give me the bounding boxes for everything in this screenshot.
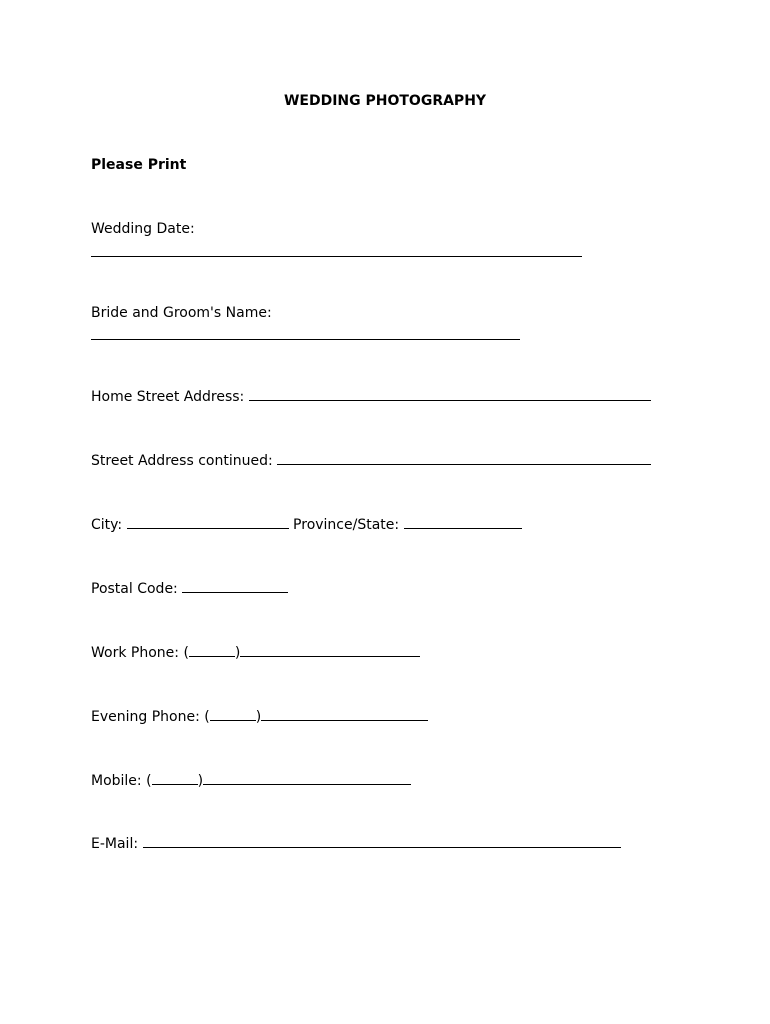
city-label: City:: [91, 517, 123, 533]
postal-code-blank[interactable]: [182, 578, 288, 593]
evening-phone-row: [91, 706, 428, 726]
mobile-paren-open: (: [146, 773, 152, 789]
address-continued-label: Street Address continued:: [91, 453, 273, 469]
evening-phone-label: Evening Phone:: [91, 709, 200, 725]
work-phone-number-blank[interactable]: [240, 642, 420, 657]
city-province-row: [91, 514, 522, 534]
mobile-number-blank[interactable]: [203, 770, 411, 785]
home-address-label: Home Street Address:: [91, 389, 245, 405]
province-label: Province/State:: [293, 517, 400, 533]
mobile-label: Mobile:: [91, 773, 142, 789]
mobile-row: [91, 770, 411, 790]
wedding-date-blank[interactable]: [91, 256, 582, 257]
email-blank[interactable]: [143, 833, 621, 848]
home-address-row: [91, 386, 651, 406]
postal-code-row: [91, 578, 288, 598]
home-address-blank[interactable]: [249, 386, 651, 401]
page-title: WEDDING PHOTOGRAPHY: [283, 93, 487, 109]
address-continued-row: [91, 450, 651, 470]
work-phone-paren-close: ): [234, 645, 241, 661]
email-label: E-Mail:: [91, 836, 139, 852]
names-label: Bride and Groom's Name:: [91, 305, 272, 321]
mobile-area-code-blank[interactable]: [152, 770, 198, 785]
work-phone-area-code-blank[interactable]: [189, 642, 235, 657]
mobile-paren-close: ): [197, 773, 204, 789]
province-blank[interactable]: [404, 514, 522, 529]
names-blank[interactable]: [91, 339, 520, 340]
evening-phone-number-blank[interactable]: [261, 706, 428, 721]
work-phone-paren-open: (: [183, 645, 189, 661]
city-blank[interactable]: [127, 514, 289, 529]
email-row: [91, 833, 621, 853]
wedding-date-label: Wedding Date:: [91, 221, 195, 237]
please-print-heading: Please Print: [91, 157, 187, 173]
address-continued-blank[interactable]: [277, 450, 651, 465]
postal-code-label: Postal Code:: [91, 581, 178, 597]
evening-phone-area-code-blank[interactable]: [210, 706, 256, 721]
evening-phone-paren-open: (: [204, 709, 210, 725]
work-phone-label: Work Phone:: [91, 645, 179, 661]
work-phone-row: [91, 642, 420, 662]
evening-phone-paren-close: ): [255, 709, 262, 725]
